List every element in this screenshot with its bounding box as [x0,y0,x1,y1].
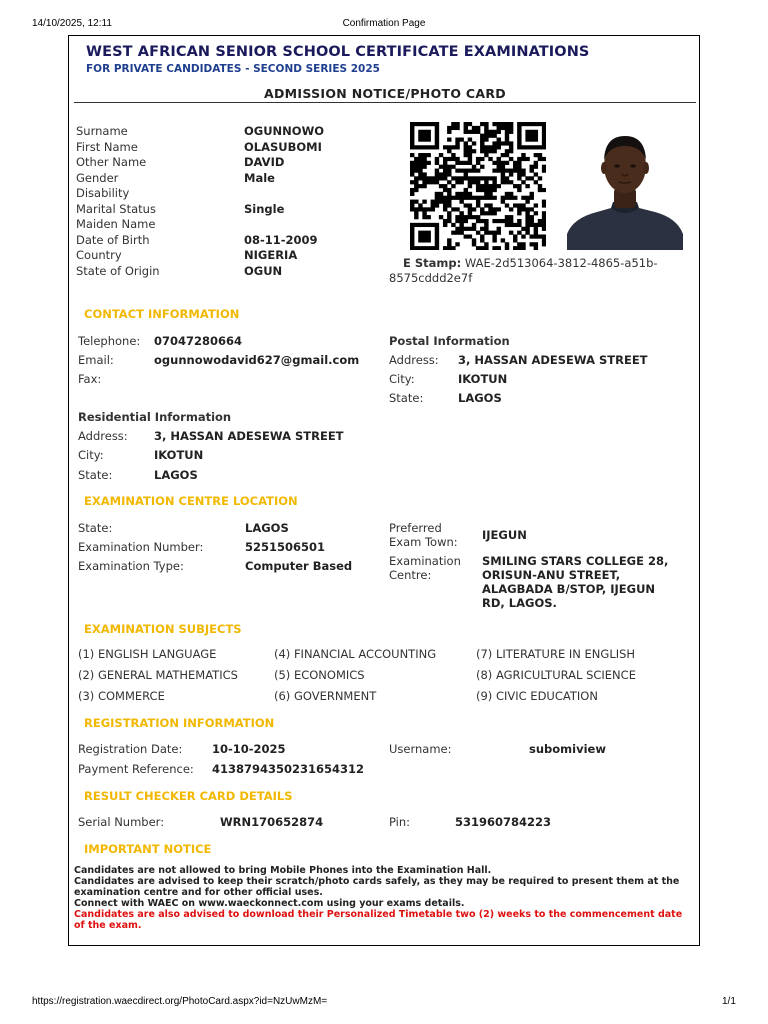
centre-state-label: State: [78,521,113,535]
res-address-value: 3, HASSAN ADESEWA STREET [154,429,344,443]
payment-reference-value: 413879435023165431​2 [212,762,365,776]
other-name-label: Other Name [76,155,147,169]
exam-centre-line3: ALAGBADA B/STOP, IJEGUN [482,582,656,596]
telephone-value: 07047280664 [154,334,243,348]
postal-address-value: 3, HASSAN ADESEWA STREET [458,353,648,367]
card-subtitle: FOR PRIVATE CANDIDATES - SECOND SERIES 2025 [86,63,380,75]
username-value: subomiview [529,742,606,756]
email-label: Email: [78,353,114,367]
e-stamp [403,256,658,270]
exam-type-value: Computer Based [245,559,353,573]
dob-label: Date of Birth [76,233,150,247]
registration-date-value: 10-10-2025 [212,742,286,756]
postal-info-title: Postal Information [389,334,510,348]
fax-label: Fax: [78,372,102,386]
notice-line: Candidates are advised to keep their scratch/photo cards safely, as they may be required to present them at the examination centre and for other official uses. [74,876,680,898]
residential-info-title: Residential Information [78,410,232,424]
centre-state-value: LAGOS [245,521,289,535]
card-heading: ADMISSION NOTICE/PHOTO CARD [264,86,506,101]
marital-status-value: Single [244,202,285,216]
pin-label: Pin: [389,815,411,829]
exam-centre-line2: ORISUN-ANU STREET, [482,568,621,582]
marital-status-label: Marital Status [76,202,156,216]
res-state-value: LAGOS [154,468,198,482]
surname-value: OGUNNOWO [244,124,325,138]
notice-line: Candidates are not allowed to bring Mobile Phones into the Examination Hall. [74,865,492,876]
res-state-label: State: [78,468,113,482]
print-page-number: 1/1 [722,996,736,1007]
postal-city-value: IKOTUN [458,372,508,386]
notice-section-title: IMPORTANT NOTICE [84,842,212,856]
subject-item: (1) ENGLISH LANGUAGE [78,647,217,661]
other-name-value: DAVID [244,155,285,169]
subject-item: (5) ECONOMICS [274,668,365,682]
serial-number-value: WRN170652874 [220,815,324,829]
e-stamp-line1: WAE-2d513064-3812-4865-a51b- [464,256,658,270]
surname-label: Surname [76,124,128,138]
centre-section-title: EXAMINATION CENTRE LOCATION [84,494,298,508]
postal-address-label: Address: [389,353,439,367]
exam-centre-line1: SMILING STARS COLLEGE 28, [482,554,669,568]
notice-line: Connect with WAEC on www.waeckonnect.com using your exams details. [74,898,465,909]
exam-town-label-2: Exam Town: [389,535,458,549]
email-value: ogunnowodavid627@gmail.com [154,353,360,367]
state-of-origin-value: OGUN [244,264,283,278]
notice-warning: Candidates are also advised to download their Personalized Timetable two (2) weeks to the commencement date of the exam. [74,909,683,931]
print-datetime: 14/10/2025, 12:11 [32,18,112,29]
postal-state-value: LAGOS [458,391,502,405]
candidate-photo [567,122,683,250]
res-address-label: Address: [78,429,128,443]
gender-value: Male [244,171,275,185]
serial-number-label: Serial Number: [78,815,165,829]
exam-type-label: Examination Type: [78,559,184,573]
country-value: NIGERIA [244,248,298,262]
print-url: https://registration.waecdirect.org/PhotoCard.aspx?id=NzUwMzM= [32,996,328,1007]
telephone-label: Telephone: [78,334,141,348]
exam-number-value: 5251506501 [245,540,326,554]
postal-state-label: State: [389,391,424,405]
subject-item: (2) GENERAL MATHEMATICS [78,668,238,682]
disability-label: Disability [76,186,130,200]
exam-centre-label-1: Examination [389,554,461,568]
maiden-name-label: Maiden Name [76,217,156,231]
res-city-value: IKOTUN [154,448,204,462]
subject-item: (9) CIVIC EDUCATION [476,689,598,703]
subject-item: (4) FINANCIAL ACCOUNTING [274,647,437,661]
subject-item: (3) COMMERCE [78,689,165,703]
exam-town-value: IJEGUN [482,528,527,542]
country-label: Country [76,248,122,262]
registration-date-label: Registration Date: [78,742,183,756]
postal-city-label: City: [389,372,415,386]
subject-item: (6) GOVERNMENT [274,689,377,703]
checker-section-title: RESULT CHECKER CARD DETAILS [84,789,293,803]
subjects-section-title: EXAMINATION SUBJECTS [84,622,242,636]
subject-item: (7) LITERATURE IN ENGLISH [476,647,636,661]
registration-section-title: REGISTRATION INFORMATION [84,716,275,730]
exam-number-label: Examination Number: [78,540,204,554]
card-title: WEST AFRICAN SENIOR SCHOOL CERTIFICATE EXAMINATIONS [86,44,590,60]
qr-code [410,122,546,250]
pin-value: 531960784223 [455,815,552,829]
print-title: Confirmation Page [342,18,426,29]
dob-value: 08-11-2009 [244,233,318,247]
username-label: Username: [389,742,452,756]
contact-section-title: CONTACT INFORMATION [84,307,240,321]
res-city-label: City: [78,448,104,462]
exam-centre-line4: RD, LAGOS. [482,596,557,610]
exam-centre-label-2: Centre: [389,568,432,582]
subject-item: (8) AGRICULTURAL SCIENCE [476,668,636,682]
state-of-origin-label: State of Origin [76,264,160,278]
e-stamp-label: E Stamp: [403,256,462,270]
payment-reference-label: Payment Reference: [78,762,194,776]
notice-text [74,865,694,931]
exam-town-label-1: Preferred [389,521,442,535]
e-stamp-line2: 8575cddd2e7f [389,271,473,285]
gender-label: Gender [76,171,119,185]
first-name-value: OLASUBOMI [244,140,322,154]
heading-divider [74,102,696,103]
first-name-label: First Name [76,140,138,154]
